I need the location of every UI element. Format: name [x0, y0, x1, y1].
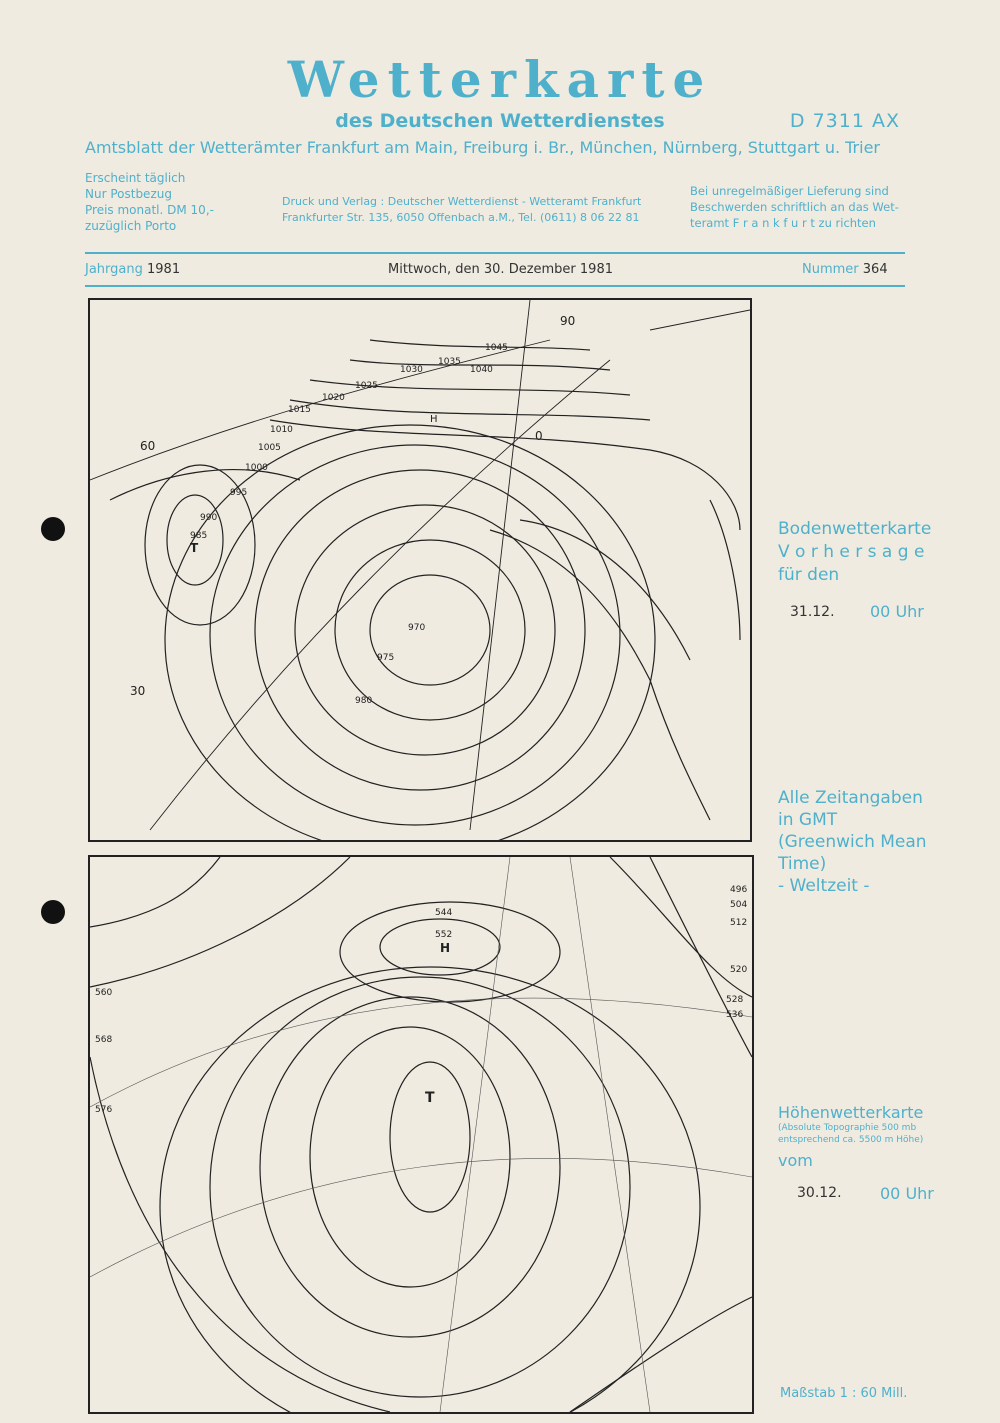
map-scale: Maßstab 1 : 60 Mill. — [780, 1386, 908, 1401]
boden-fuer: für den — [778, 565, 840, 585]
contour-label: 552 — [435, 930, 453, 940]
info-line: Bei unregelmäßiger Lieferung sind — [690, 184, 889, 198]
complaint-info — [690, 183, 905, 231]
isobar-label: 1005 — [258, 443, 281, 453]
contour-label: 536 — [726, 1010, 744, 1020]
jahrgang — [85, 262, 180, 277]
page-subtitle: des Deutschen Wetterdienstes — [335, 110, 665, 132]
contour-label: 504 — [730, 900, 748, 910]
info-line: Druck und Verlag : Deutscher Wetterdienst - Wetteramt Frankfurt — [282, 195, 642, 208]
punch-hole-bottom — [41, 900, 65, 924]
latitude-label: 60 — [140, 439, 156, 453]
isobar-label: 990 — [200, 513, 218, 523]
surface-forecast-map — [88, 298, 752, 842]
hoehen-note — [778, 1122, 923, 1146]
pressure-center-high: H — [430, 414, 438, 425]
boden-time: 00 Uhr — [870, 602, 924, 621]
pressure-center-high: H — [440, 941, 451, 955]
issue-date: Mittwoch, den 30. Dezember 1981 — [388, 262, 613, 277]
zeit-block — [778, 787, 927, 897]
boden-title: Bodenwetterkarte — [778, 519, 932, 539]
hoehen-date: 30.12. — [797, 1185, 842, 1201]
isobar-label: 975 — [377, 653, 395, 663]
zeit-line: Alle Zeitangaben — [778, 788, 923, 808]
isobar-label: 985 — [190, 531, 208, 541]
contour-lines — [90, 857, 752, 1412]
nummer — [802, 262, 888, 277]
info-line: teramt F r a n k f u r t zu richten — [690, 216, 876, 230]
isobar-label: 1025 — [355, 381, 378, 391]
info-line: Nur Postbezug — [85, 187, 172, 201]
map1-labels — [130, 314, 575, 706]
hoehen-vom: vom — [778, 1151, 813, 1170]
grid-lines — [90, 300, 750, 830]
latitude-label: 30 — [130, 684, 146, 698]
isobar-label: 1000 — [245, 463, 268, 473]
graticule — [90, 857, 752, 1412]
boden-vorhersage: V o r h e r s a g e — [778, 542, 925, 562]
isobar-label: 1010 — [270, 425, 293, 435]
upper-air-map — [88, 855, 754, 1414]
isobar-label: 980 — [355, 696, 373, 706]
surface-map-svg — [90, 300, 750, 840]
contour-label: 520 — [730, 965, 748, 975]
nummer-label: Nummer — [802, 262, 859, 277]
punch-hole-top — [41, 517, 65, 541]
hoehen-time: 00 Uhr — [880, 1184, 934, 1203]
isobar-label: 1035 — [438, 357, 461, 367]
boden-date: 31.12. — [790, 604, 835, 620]
publisher-info — [282, 194, 672, 226]
isobar-label: 995 — [230, 488, 248, 498]
isobar-label: 1045 — [485, 343, 508, 353]
zeit-line: Time) — [778, 854, 827, 874]
pressure-center-low: T — [425, 1090, 435, 1106]
contour-label: 528 — [726, 995, 744, 1005]
info-line: Preis monatl. DM 10,- — [85, 203, 214, 217]
nummer-value: 364 — [862, 262, 888, 277]
zeit-line: (Greenwich Mean — [778, 832, 927, 852]
publication-code: D 7311 AX — [789, 110, 900, 132]
contour-label: 512 — [730, 918, 748, 928]
isobar-label: 1015 — [288, 405, 311, 415]
info-line: Frankfurter Str. 135, 6050 Offenbach a.M., Tel. (0611) 8 06 22 81 — [282, 211, 640, 224]
subscription-info — [85, 170, 275, 234]
isobar-label: 1040 — [470, 365, 493, 375]
info-line: zuzüglich Porto — [85, 219, 177, 233]
isobar-label: 1020 — [322, 393, 345, 403]
header-rule-top — [85, 252, 905, 254]
pressure-center-low: T — [190, 541, 199, 555]
hoehen-title: Höhenwetterkarte — [778, 1103, 924, 1122]
hoehen-note-line: entsprechend ca. 5500 m Höhe) — [778, 1135, 924, 1145]
contour-label: 560 — [95, 988, 113, 998]
hoehen-note-line: (Absolute Topographie 500 mb — [778, 1123, 917, 1133]
contour-label: 544 — [435, 908, 453, 918]
contour-label: 496 — [730, 885, 748, 895]
zeit-line: - Weltzeit - — [778, 876, 870, 896]
header-rule-bottom — [85, 285, 905, 287]
boden-block — [778, 518, 931, 587]
contour-label: 568 — [95, 1035, 113, 1045]
upper-air-map-svg — [90, 857, 752, 1412]
contour-label: 576 — [95, 1105, 113, 1115]
zeit-line: in GMT — [778, 810, 838, 830]
info-line: Erscheint täglich — [85, 171, 186, 185]
isobar-lines — [110, 340, 740, 840]
jahrgang-value: 1981 — [147, 262, 181, 277]
latitude-label: 0 — [535, 429, 543, 443]
isobar-label: 1030 — [400, 365, 423, 375]
isobar-label: 970 — [408, 623, 426, 633]
jahrgang-label: Jahrgang — [85, 262, 143, 277]
info-line: Beschwerden schriftlich an das Wet- — [690, 200, 899, 214]
page-title: Wetterkarte — [287, 50, 713, 109]
amtsblatt-line: Amtsblatt der Wetterämter Frankfurt am Main, Freiburg i. Br., München, Nürnberg, Stuttgart u. Trier — [85, 138, 880, 157]
latitude-label: 90 — [560, 314, 576, 328]
